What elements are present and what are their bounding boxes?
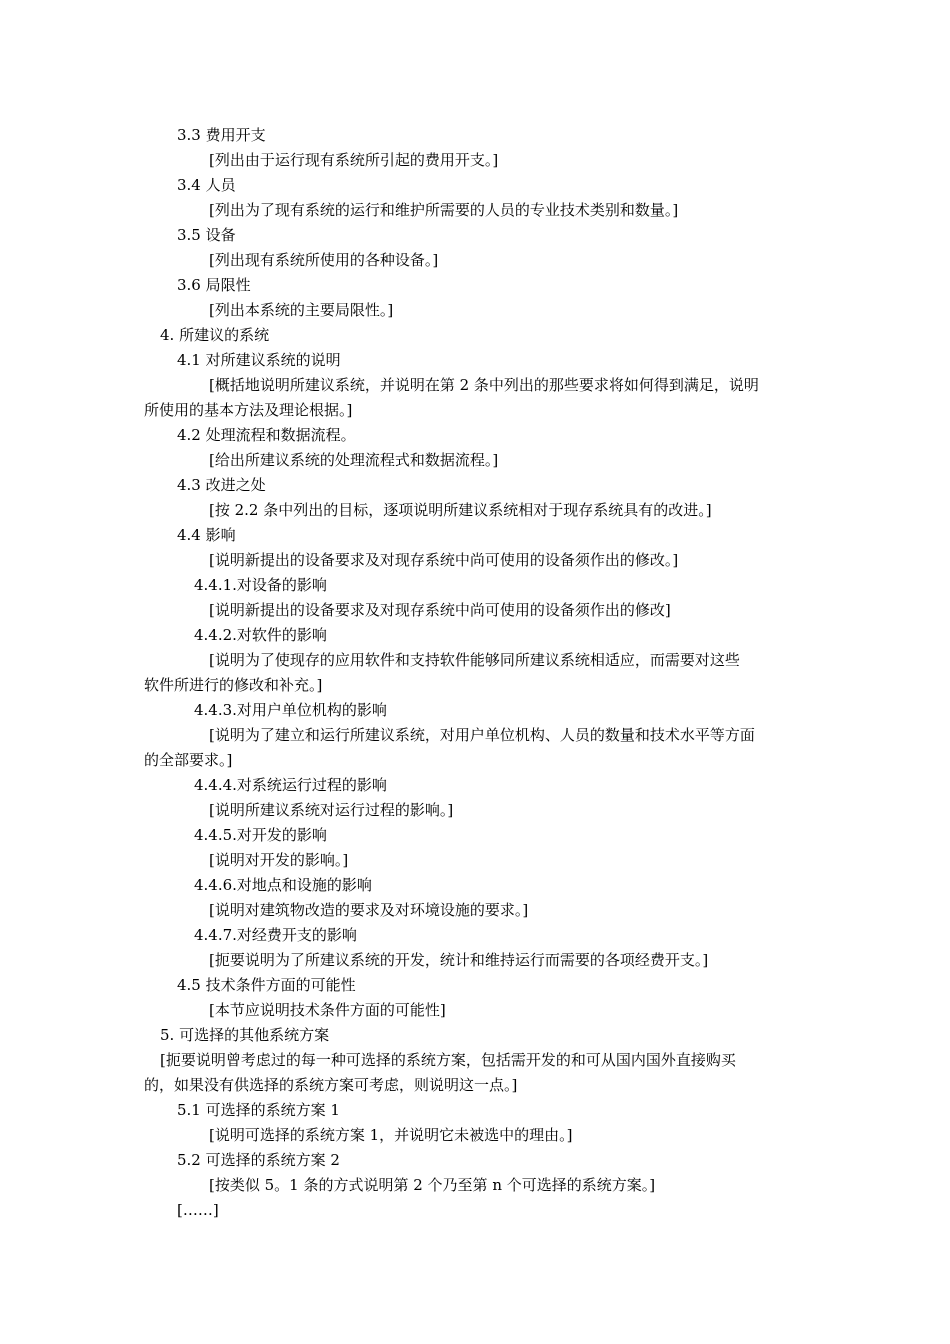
subsection-note-4-4-7: [扼要说明为了所建议系统的开发，统计和维持运行而需要的各项经费开支。] — [209, 951, 709, 969]
chapter-heading-4: 4. 所建议的系统 — [160, 326, 270, 344]
subsection-note-4-4-3-line1: [说明为了建立和运行所建议系统，对用户单位机构、人员的数量和技术水平等方面 — [209, 726, 755, 744]
subsection-heading-4-4-5: 4.4.5.对开发的影响 — [194, 826, 327, 844]
section-note-5-1: [说明可选择的系统方案 1，并说明它未被选中的理由。] — [209, 1126, 573, 1144]
section-heading-3-4: 3.4 人员 — [177, 176, 236, 194]
section-heading-4-5: 4.5 技术条件方面的可能性 — [177, 976, 356, 994]
section-note-4-2: [给出所建议系统的处理流程式和数据流程。] — [209, 451, 499, 469]
section-note-3-5: [列出现有系统所使用的各种设备。] — [209, 251, 439, 269]
section-heading-4-1: 4.1 对所建议系统的说明 — [177, 351, 341, 369]
subsection-note-4-4-1: [说明新提出的设备要求及对现存系统中尚可使用的设备须作出的修改] — [209, 601, 671, 619]
subsection-note-4-4-2-line1: [说明为了使现存的应用软件和支持软件能够同所建议系统相适应，而需要对这些 — [209, 651, 740, 669]
section-heading-5-1: 5.1 可选择的系统方案 1 — [177, 1101, 340, 1119]
subsection-heading-4-4-2: 4.4.2.对软件的影响 — [194, 626, 327, 644]
subsection-heading-4-4-1: 4.4.1.对设备的影响 — [194, 576, 327, 594]
subsection-note-4-4-6: [说明对建筑物改造的要求及对环境设施的要求。] — [209, 901, 529, 919]
subsection-heading-4-4-4: 4.4.4.对系统运行过程的影响 — [194, 776, 387, 794]
section-note-3-4: [列出为了现有系统的运行和维护所需要的人员的专业技术类别和数量。] — [209, 201, 679, 219]
subsection-note-4-4-5: [说明对开发的影响。] — [209, 851, 349, 869]
section-heading-5-2: 5.2 可选择的系统方案 2 — [177, 1151, 340, 1169]
section-note-4-5: [本节应说明技术条件方面的可能性] — [209, 1001, 446, 1019]
subsection-heading-4-4-7: 4.4.7.对经费开支的影响 — [194, 926, 357, 944]
section-note-4-3: [按 2.2 条中列出的目标，逐项说明所建议系统相对于现存系统具有的改进。] — [209, 501, 712, 519]
section-note-3-3: [列出由于运行现有系统所引起的费用开支。] — [209, 151, 499, 169]
section-heading-3-6: 3.6 局限性 — [177, 276, 251, 294]
subsection-note-4-4-2-line2: 软件所进行的修改和补充。] — [144, 676, 323, 694]
subsection-note-4-4-4: [说明所建议系统对运行过程的影响。] — [209, 801, 454, 819]
section-note-3-6: [列出本系统的主要局限性。] — [209, 301, 394, 319]
ellipsis-placeholder: [……] — [177, 1201, 219, 1219]
chapter-note-5-line2: 的，如果没有供选择的系统方案可考虑，则说明这一点。] — [144, 1076, 518, 1094]
section-heading-3-5: 3.5 设备 — [177, 226, 236, 244]
section-heading-4-2: 4.2 处理流程和数据流程。 — [177, 426, 356, 444]
chapter-heading-5: 5. 可选择的其他系统方案 — [160, 1026, 330, 1044]
section-heading-4-4: 4.4 影响 — [177, 526, 236, 544]
section-heading-4-3: 4.3 改进之处 — [177, 476, 266, 494]
section-note-4-4: [说明新提出的设备要求及对现存系统中尚可使用的设备须作出的修改。] — [209, 551, 679, 569]
subsection-heading-4-4-3: 4.4.3.对用户单位机构的影响 — [194, 701, 387, 719]
chapter-note-5-line1: [扼要说明曾考虑过的每一种可选择的系统方案，包括需开发的和可从国内国外直接购买 — [160, 1051, 736, 1069]
section-note-5-2: [按类似 5。1 条的方式说明第 2 个乃至第 n 个可选择的系统方案。] — [209, 1176, 656, 1194]
section-note-4-1-line2: 所使用的基本方法及理论根据。] — [144, 401, 353, 419]
subsection-heading-4-4-6: 4.4.6.对地点和设施的影响 — [194, 876, 372, 894]
subsection-note-4-4-3-line2: 的全部要求。] — [144, 751, 233, 769]
section-note-4-1-line1: [概括地说明所建议系统，并说明在第 2 条中列出的那些要求将如何得到满足，说明 — [209, 376, 759, 394]
section-heading-3-3: 3.3 费用开支 — [177, 126, 266, 144]
document-body — [144, 123, 808, 1223]
